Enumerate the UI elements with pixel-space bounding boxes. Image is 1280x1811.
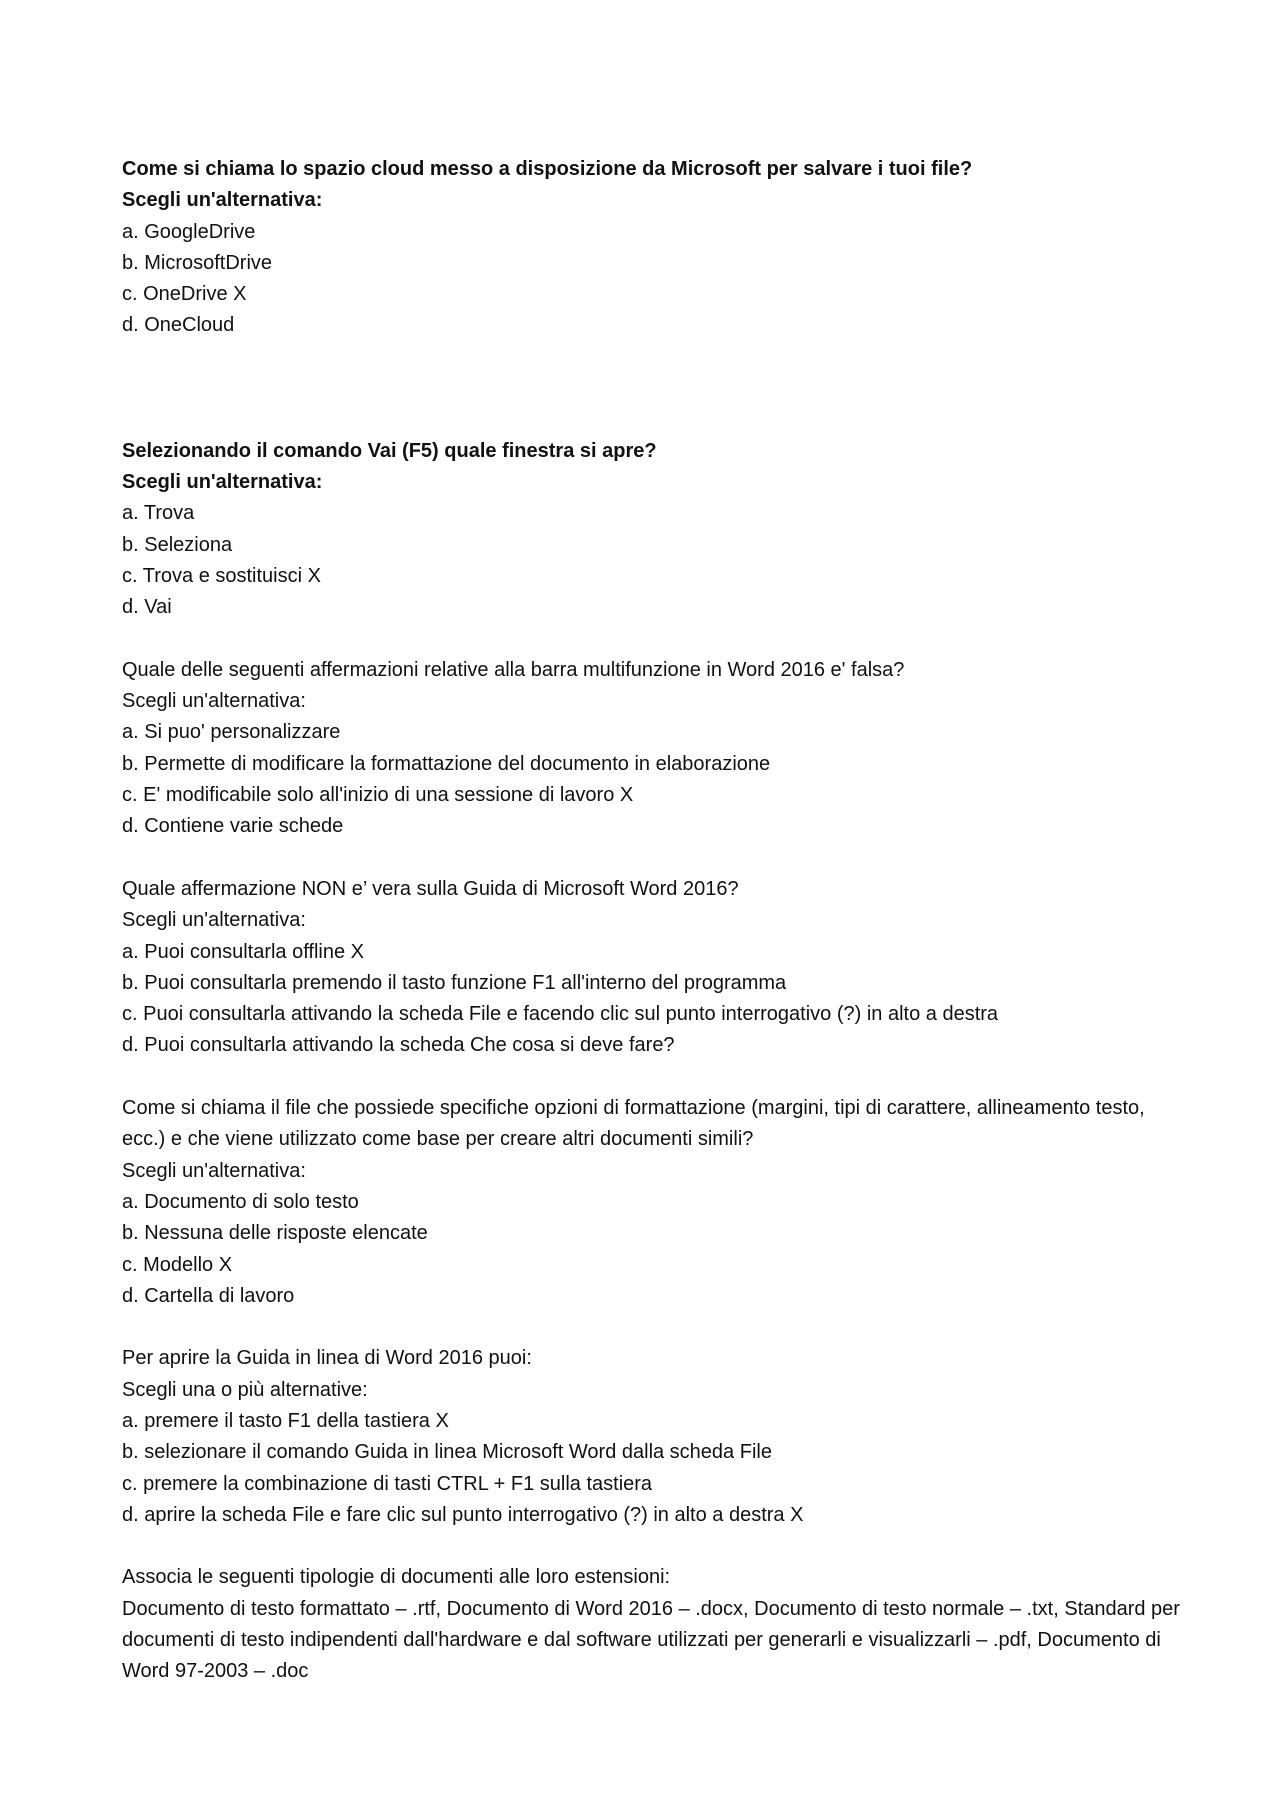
answer-option: b. Puoi consultarla premendo il tasto funzione F1 all'interno del programma <box>122 971 787 994</box>
question-text: Associa le seguenti tipologie di documenti alle loro estensioni: <box>122 1566 671 1589</box>
answer-option: c. Puoi consultarla attivando la scheda File e facendo clic sul punto interrogativo (?) in alto a destra <box>122 1003 999 1026</box>
answer-option: d. OneCloud <box>122 314 235 337</box>
question-text: Selezionando il comando Vai (F5) quale finestra si apre? <box>122 439 657 462</box>
question-instruction: Scegli un'alternativa: <box>122 1159 306 1182</box>
answer-option: a. Si puo' personalizzare <box>122 721 341 744</box>
spacer <box>122 1531 1182 1562</box>
question-instruction: Scegli un'alternativa: <box>122 690 306 713</box>
answer-option: b. selezionare il comando Guida in linea Microsoft Word dalla scheda File <box>122 1441 772 1464</box>
question-block-6 <box>122 1343 1182 1531</box>
question-block-5 <box>122 1093 1182 1312</box>
answer-option: b. MicrosoftDrive <box>122 251 273 274</box>
question-text: Come si chiama lo spazio cloud messo a disposizione da Microsoft per salvare i tuoi file? <box>122 158 973 180</box>
question-text: Quale delle seguenti affermazioni relative alla barra multifunzione in Word 2016 e' falsa? <box>122 658 905 681</box>
spacer <box>122 624 1182 655</box>
answer-option: a. GoogleDrive <box>122 220 256 243</box>
question-text: Come si chiama il file che possiede specifiche opzioni di formattazione (margini, tipi di carattere, allineamento testo, ecc.) e che viene utilizzato come base per creare altri documenti simili? <box>122 1097 1145 1151</box>
answer-option: c. OneDrive X <box>122 283 247 306</box>
answer-option: c. E' modificabile solo all'inizio di una sessione di lavoro X <box>122 784 634 807</box>
answer-option: d. Contiene varie schede <box>122 815 344 838</box>
answer-option: c. premere la combinazione di tasti CTRL + F1 sulla tastiera <box>122 1472 653 1495</box>
spacer <box>122 1312 1182 1343</box>
answer-option: a. premere il tasto F1 della tastiera X <box>122 1409 449 1432</box>
spacer <box>122 843 1182 874</box>
question-block-1 <box>122 154 1182 342</box>
answer-option: c. Modello X <box>122 1253 233 1276</box>
answer-option: c. Trova e sostituisci X <box>122 564 321 587</box>
spacer <box>122 1062 1182 1093</box>
answer-option: d. aprire la scheda File e fare clic sul punto interrogativo (?) in alto a destra X <box>122 1503 804 1526</box>
answer-option: a. Puoi consultarla offline X <box>122 940 365 963</box>
answer-option: d. Puoi consultarla attivando la scheda Che cosa si deve fare? <box>122 1034 675 1057</box>
answer-option: a. Documento di solo testo <box>122 1190 359 1213</box>
question-text: Quale affermazione NON e’ vera sulla Guida di Microsoft Word 2016? <box>122 877 739 900</box>
answer-option: d. Cartella di lavoro <box>122 1284 295 1307</box>
association-block <box>122 1562 1182 1687</box>
association-answer: Documento di testo formattato – .rtf, Documento di Word 2016 – .docx, Documento di testo normale – .txt, Standard per documenti di testo indipendenti dall'hardware e dal software utilizzati per generarli e visualizzarli – .pdf, Documento di Word 97-2003 – .doc <box>122 1597 1180 1683</box>
question-instruction: Scegli un'alternativa: <box>122 471 323 494</box>
question-block-4 <box>122 874 1182 1062</box>
question-instruction: Scegli un'alternativa: <box>122 189 323 212</box>
answer-option: a. Trova <box>122 502 195 525</box>
answer-option: b. Permette di modificare la formattazione del documento in elaborazione <box>122 752 771 775</box>
question-instruction: Scegli una o più alternative: <box>122 1378 368 1401</box>
answer-option: b. Seleziona <box>122 533 233 556</box>
spacer <box>122 342 1182 436</box>
question-instruction: Scegli un'alternativa: <box>122 909 306 932</box>
document-body <box>122 154 1182 1688</box>
question-block-2 <box>122 436 1182 624</box>
question-block-3 <box>122 655 1182 843</box>
answer-option: d. Vai <box>122 596 172 619</box>
answer-option: b. Nessuna delle risposte elencate <box>122 1222 428 1245</box>
question-text: Per aprire la Guida in linea di Word 2016 puoi: <box>122 1347 532 1370</box>
